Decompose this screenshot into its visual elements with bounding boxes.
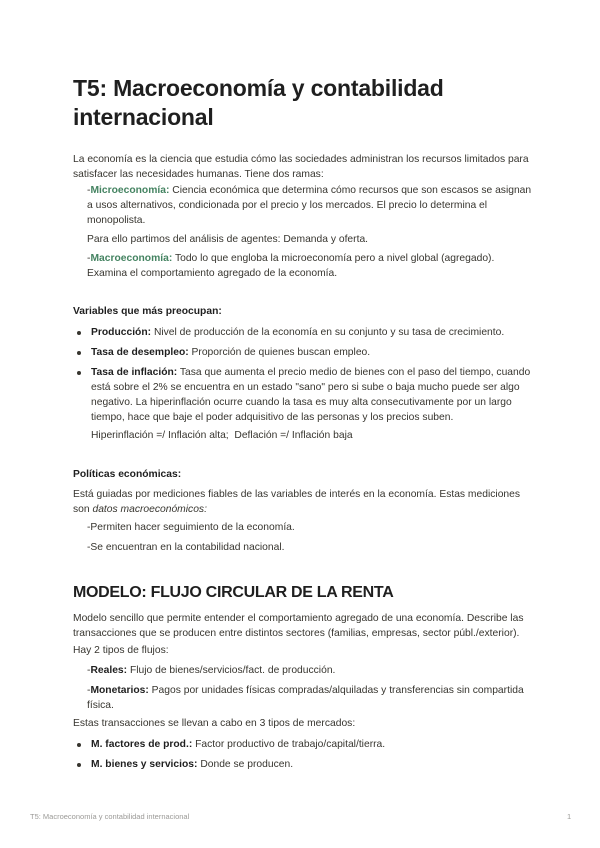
- policies-item: -Se encuentran en la contabilidad nacional.: [87, 542, 285, 553]
- model-paragraph: Modelo sencillo que permite entender el comportamiento agregado de una economía. Describe las transacciones que se producen entre distintos sectores (familias, empresas, sector públ./exterior).: [73, 613, 524, 639]
- list-item-text: Producción: Nivel de producción de la economía en su conjunto y su tasa de crecimiento.: [91, 327, 505, 338]
- markets-intro: Estas transacciones se llevan a cabo en 3 tipos de mercados:: [73, 718, 356, 729]
- list-item-text: Tasa de inflación: Tasa que aumenta el precio medio de bienes con el paso del tiempo, cuando está sobre el 2% se encuentra en un estado "sano" pero si sube o baja mucho puede ser algo negativo. La hiperinflación ocurre cuando la tasa es muy alta consecutivamente por un largo tiempo, hace que baje el poder adquisitivo de las personas y los precios suben.: [91, 367, 531, 423]
- list-item: [77, 757, 533, 772]
- list-item-text: Tasa de desempleo: Proporción de quienes buscan empleo.: [91, 347, 371, 358]
- policies-item: -Permiten hacer seguimiento de la economía.: [87, 522, 295, 533]
- micro-term: Microeconomía:: [90, 185, 170, 196]
- policies-paragraph: Está guiadas por mediciones fiables de las variables de interés en la economía. Estas mediciones son datos macroeconómicos:: [73, 489, 521, 515]
- list-item: [77, 737, 533, 752]
- inflation-note: Hiperinflación =/ Inflación alta; Deflación =/ Inflación baja: [91, 430, 353, 441]
- variables-heading: Variables que más preocupan:: [73, 306, 222, 317]
- macro-text: Todo lo que engloba la microeconomía pero a nivel global (agregado). Examina el comportamiento agregado de la economía.: [87, 253, 495, 279]
- footer-title: T5: Macroeconomía y contabilidad internacional: [30, 812, 190, 821]
- analysis-note: Para ello partimos del análisis de agentes: Demanda y oferta.: [87, 234, 369, 245]
- micro-dash: -: [87, 185, 91, 196]
- bullet-icon: [77, 763, 81, 767]
- section-heading-model: MODELO: FLUJO CIRCULAR DE LA RENTA: [73, 584, 394, 601]
- list-item-text: M. bienes y servicios: Donde se producen.: [91, 759, 294, 770]
- bullet-icon: [77, 331, 81, 335]
- policies-heading: Políticas económicas:: [73, 469, 182, 480]
- macro-term: Macroeconomía:: [90, 253, 173, 264]
- flow-item-real: -Reales: Flujo de bienes/servicios/fact. de producción.: [87, 665, 336, 676]
- list-item: [77, 365, 533, 427]
- micro-definition: [87, 183, 533, 228]
- footer-page-number: 1: [567, 812, 572, 821]
- intro-paragraph: La economía es la ciencia que estudia cómo las sociedades administran los recursos limitados para satisfacer las necesidades humanas. Tiene dos ramas:: [73, 154, 529, 180]
- bullet-icon: [77, 351, 81, 355]
- list-item: [77, 325, 533, 340]
- flows-intro: Hay 2 tipos de flujos:: [73, 645, 169, 656]
- macro-dash: -: [87, 253, 91, 264]
- list-item-text: M. factores de prod.: Factor productivo de trabajo/capital/tierra.: [91, 739, 386, 750]
- page-title: T5: Macroeconomía y contabilidad internacional: [73, 75, 444, 130]
- list-item: [77, 345, 533, 360]
- macro-definition: [87, 251, 533, 281]
- flow-item-monetary: -Monetarios: Pagos por unidades físicas compradas/alquiladas y transferencias sin compartida física.: [87, 685, 524, 711]
- micro-text: Ciencia económica que determina cómo recursos que son escasos se asignan a usos alternativos, condicionada por el precio y los mercados. El precio lo determina el monopolista.: [87, 185, 532, 226]
- bullet-icon: [77, 743, 81, 747]
- bullet-icon: [77, 371, 81, 375]
